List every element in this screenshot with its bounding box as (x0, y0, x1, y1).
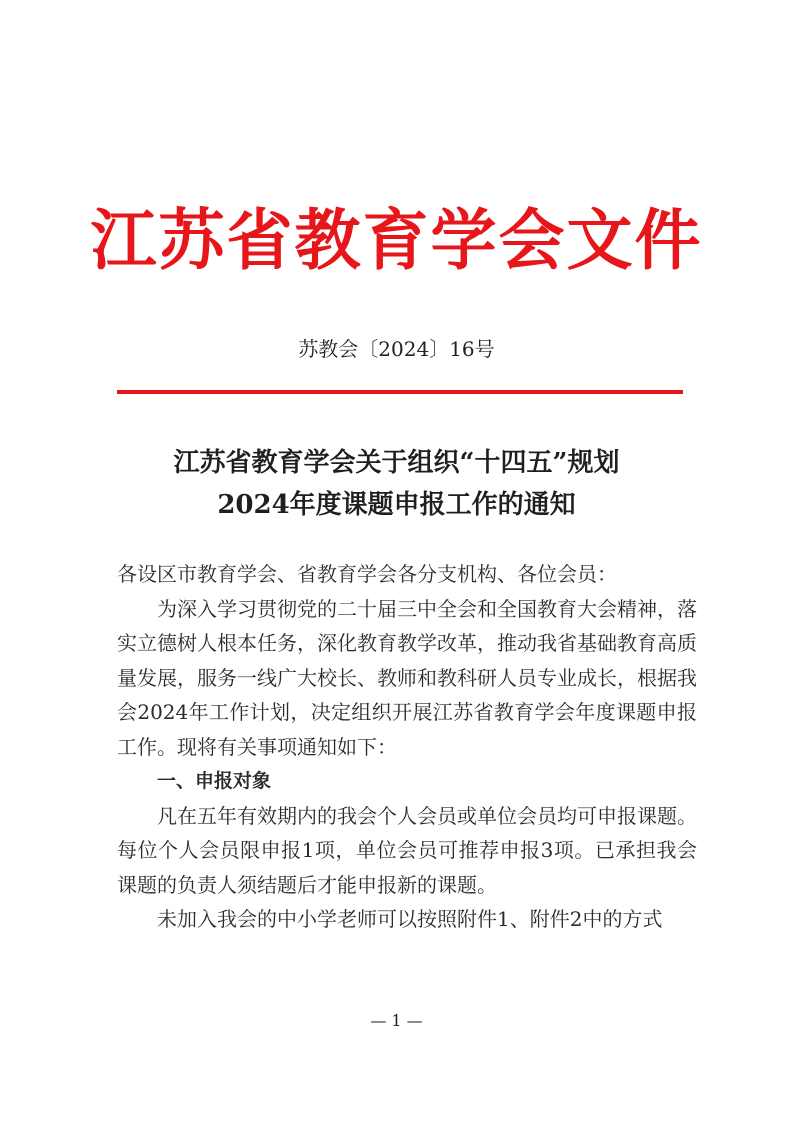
document-number: 苏教会〔2024〕16号 (298, 337, 495, 361)
page-number: — 1 — (370, 1011, 423, 1030)
masthead-title: 江苏省教育学会文件 (90, 201, 703, 279)
salutation: 各设区市教育学会、省教育学会各分支机构、各位会员： (117, 562, 617, 586)
red-divider-line (117, 390, 683, 394)
notice-title (0, 442, 793, 526)
section-paragraph: 凡在五年有效期内的我会个人会员或单位会员均可申报课题。每位个人会员限申报1项，单位会员可推荐申报3项。已承担我会课题的负责人须结题后才能申报新的课题。 (117, 803, 697, 897)
intro-paragraph: 为深入学习贯彻党的二十届三中全会和全国教育大会精神，落实立德树人根本任务，深化教育教学改革，推动我省基础教育高质量发展，服务一线广大校长、教师和教科研人员专业成长，根据我会2024年工作计划，决定组织开展江苏省教育学会年度课题申报工作。现将有关事项通知如下： (117, 596, 697, 759)
section-paragraph: 未加入我会的中小学老师可以按照附件1、附件2中的方式 (157, 907, 663, 931)
notice-title-line2: 2024年度课题申报工作的通知 (217, 490, 576, 520)
notice-title-line1: 江苏省教育学会关于组织“十四五”规划 (173, 448, 620, 478)
section-heading-applicants: 一、申报对象 (157, 770, 272, 792)
document-body (117, 557, 697, 937)
